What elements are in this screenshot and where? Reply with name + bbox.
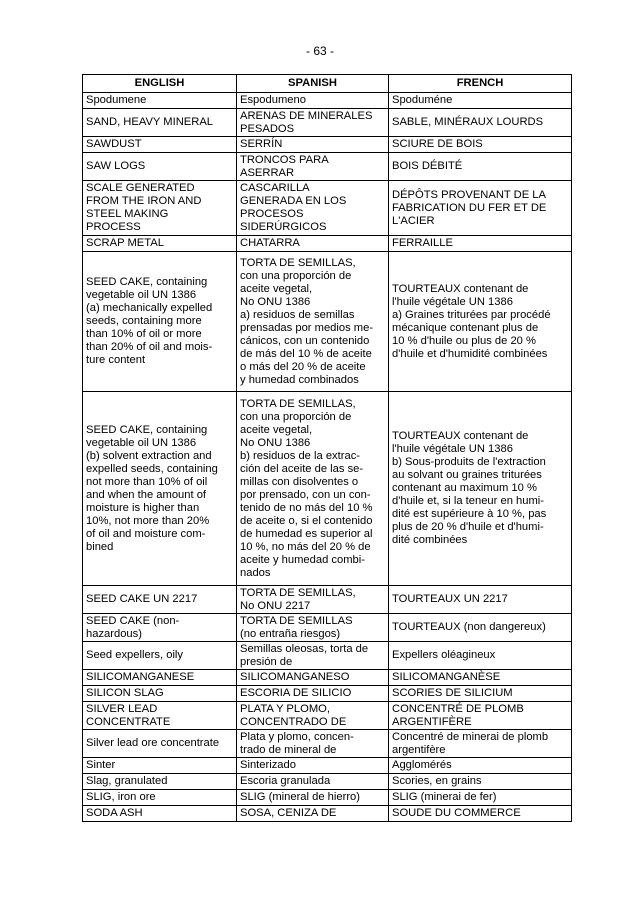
cell-en	[83, 137, 237, 153]
cell-text: Plata y plomo, concen- trado de mineral de	[240, 730, 354, 756]
cell-fr	[389, 236, 572, 252]
cell-es	[237, 806, 389, 822]
table-row	[83, 252, 572, 392]
table-row	[83, 730, 572, 758]
table-row	[83, 181, 572, 236]
cell-text: Sinter	[86, 759, 116, 771]
cell-es	[237, 181, 389, 236]
table-row	[83, 774, 572, 790]
cell-es	[237, 93, 389, 109]
cell-text: SEED CAKE (non- hazardous)	[86, 614, 180, 640]
table-row	[83, 790, 572, 806]
cell-fr	[389, 774, 572, 790]
cell-text: SAWDUST	[86, 138, 142, 150]
cell-text: Slag, granulated	[86, 775, 168, 787]
cell-text: SCALE GENERATED FROM THE IRON AND STEEL MAKING PROCESS	[86, 182, 202, 233]
table-row	[83, 686, 572, 702]
cell-fr	[389, 642, 572, 670]
cell-text: SOSA, CENIZA DE	[240, 807, 337, 819]
cell-text: BOIS DÉBITÉ	[392, 160, 463, 172]
cell-es	[237, 586, 389, 614]
cell-text: SEED CAKE, containing vegetable oil UN 1386 (b) solvent extraction and expelled seeds, containing not more than 10% of oil and when the amount of moisture is higher than 10%, not more than 20% of oil and moisture com- bined	[86, 423, 218, 553]
cell-es	[237, 790, 389, 806]
cell-es	[237, 614, 389, 642]
cell-text: SERRÍN	[240, 138, 283, 150]
cell-en	[83, 642, 237, 670]
cell-en	[83, 181, 237, 236]
table-row	[83, 109, 572, 137]
table-row	[83, 392, 572, 586]
cell-text: Expellers oléagineux	[392, 649, 496, 661]
cell-fr	[389, 670, 572, 686]
table-row	[83, 236, 572, 252]
cell-text: SEED CAKE, containing vegetable oil UN 1386 (a) mechanically expelled seeds, containing more than 10% of oil or more than 20% of oil and mois- ture content	[86, 276, 213, 366]
cell-fr	[389, 806, 572, 822]
cell-text: SABLE, MINÉRAUX LOURDS	[392, 116, 544, 128]
cell-fr	[389, 153, 572, 181]
cell-es	[237, 252, 389, 392]
cell-en	[83, 790, 237, 806]
cell-es	[237, 670, 389, 686]
cell-fr	[389, 252, 572, 392]
cell-text: SAW LOGS	[86, 160, 146, 172]
page-number: - 63 -	[305, 44, 334, 58]
cell-text: SCIURE DE BOIS	[392, 138, 483, 150]
cell-en	[83, 392, 237, 586]
table-row	[83, 153, 572, 181]
table-body	[83, 93, 572, 822]
cell-en	[83, 806, 237, 822]
cell-text: Spodumene	[86, 94, 147, 106]
cell-text: SCRAP METAL	[86, 237, 164, 249]
cell-es	[237, 730, 389, 758]
cell-text: DÉPÔTS PROVENANT DE LA FABRICATION DU FER ET DE L'ACIER	[392, 188, 547, 227]
cell-text: ESCORIA DE SILICIO	[240, 687, 352, 699]
cell-text: Scories, en grains	[392, 775, 482, 787]
cell-en	[83, 730, 237, 758]
table-row	[83, 137, 572, 153]
table-row	[83, 758, 572, 774]
cell-text: TOURTEAUX UN 2217	[392, 593, 508, 605]
cell-text: TOURTEAUX (non dangereux)	[392, 621, 546, 633]
cell-text: SILICON SLAG	[86, 687, 164, 699]
cell-en	[83, 252, 237, 392]
glossary-table	[82, 74, 572, 822]
cell-text: Concentré de minerai de plomb argentifère	[392, 730, 549, 756]
cell-fr	[389, 686, 572, 702]
cell-text: TRONCOS PARA ASERRAR	[240, 153, 329, 179]
table-row	[83, 614, 572, 642]
cell-text: SOUDE DU COMMERCE	[392, 807, 521, 819]
cell-text: Spoduméne	[392, 94, 453, 106]
cell-en	[83, 93, 237, 109]
cell-en	[83, 670, 237, 686]
cell-text: TOURTEAUX contenant de l'huile végétale UN 1386 a) Graines triturées par procédé mécanique contenant plus de 10 % d'huile ou plus de 20 % d'huile et d'humidité combinées	[392, 282, 551, 360]
cell-en	[83, 702, 237, 730]
table-row	[83, 670, 572, 686]
cell-text: ARENAS DE MINERALES PESADOS	[240, 109, 373, 135]
cell-text: Seed expellers, oily	[86, 649, 184, 661]
cell-fr	[389, 181, 572, 236]
cell-text: SODA ASH	[86, 807, 143, 819]
cell-text: TORTA DE SEMILLAS, No ONU 2217	[240, 586, 356, 612]
cell-text: SILICOMANGANÈSE	[392, 671, 501, 683]
cell-es	[237, 774, 389, 790]
cell-text: Silver lead ore concentrate	[86, 737, 220, 749]
cell-text: SLIG (mineral de hierro)	[240, 791, 360, 803]
cell-text: FERRAILLE	[392, 237, 453, 249]
cell-text: Agglomérés	[392, 759, 452, 771]
cell-es	[237, 642, 389, 670]
table-row	[83, 586, 572, 614]
header-english: ENGLISH	[83, 75, 237, 93]
cell-es	[237, 109, 389, 137]
cell-es	[237, 137, 389, 153]
cell-text: CONCENTRÉ DE PLOMB ARGENTIFÈRE	[392, 702, 524, 728]
cell-en	[83, 686, 237, 702]
cell-en	[83, 774, 237, 790]
cell-fr	[389, 392, 572, 586]
cell-text: Espodumeno	[240, 94, 306, 106]
cell-text: TORTA DE SEMILLAS, con una proporción de aceite vegetal, No ONU 1386 b) residuos de la extrac- ción del aceite de las se- millas con disolventes o por prensado, con un con- tenido de no más del 10 % de aceite o, si el contenido de humedad es superior al 10 %, no más del 20 % de aceite y humedad combi- nados	[240, 397, 373, 579]
cell-text: SILVER LEAD CONCENTRATE	[86, 702, 171, 728]
cell-text: Sinterizado	[240, 759, 296, 771]
cell-text: TORTA DE SEMILLAS (no entraña riesgos)	[240, 614, 353, 640]
cell-text: SLIG (minerai de fer)	[392, 791, 497, 803]
cell-text: TORTA DE SEMILLAS, con una proporción de aceite vegetal, No ONU 1386 a) residuos de semillas prensadas por medios me- cánicos, con un contenido de más del 10 % de aceite o más del 20 % de aceite y humedad combinados	[240, 256, 374, 386]
table-row	[83, 806, 572, 822]
cell-fr	[389, 614, 572, 642]
cell-fr	[389, 702, 572, 730]
cell-text: SLIG, iron ore	[86, 791, 156, 803]
cell-text: SAND, HEAVY MINERAL	[86, 116, 214, 128]
cell-fr	[389, 137, 572, 153]
cell-fr	[389, 758, 572, 774]
cell-text: PLATA Y PLOMO, CONCENTRADO DE	[240, 702, 347, 728]
cell-fr	[389, 93, 572, 109]
cell-text: TOURTEAUX contenant de l'huile végétale UN 1386 b) Sous-produits de l'extraction au solvant ou graines triturées contenant au maximum 10 % d'huile et, si la teneur en humi- dité est supérieure à 10 %, pas plus de 20 % d'huile et d'humi- dité combinées	[392, 430, 547, 546]
header-spanish: SPANISH	[237, 75, 389, 93]
cell-fr	[389, 586, 572, 614]
cell-fr	[389, 790, 572, 806]
cell-text: SCORIES DE SILICIUM	[392, 687, 513, 699]
cell-es	[237, 153, 389, 181]
cell-text: Escoria granulada	[240, 775, 331, 787]
cell-text: CASCARILLA GENERADA EN LOS PROCESOS SIDERÚRGICOS	[240, 182, 347, 233]
cell-text: CHATARRA	[240, 237, 300, 249]
cell-es	[237, 236, 389, 252]
cell-es	[237, 686, 389, 702]
cell-es	[237, 758, 389, 774]
table-row	[83, 642, 572, 670]
table-row	[83, 702, 572, 730]
header-french: FRENCH	[389, 75, 572, 93]
cell-en	[83, 758, 237, 774]
cell-en	[83, 614, 237, 642]
cell-text: SILICOMANGANESO	[240, 671, 350, 683]
cell-text: Semillas oleosas, torta de presión de	[240, 642, 369, 668]
cell-es	[237, 392, 389, 586]
cell-es	[237, 702, 389, 730]
cell-en	[83, 236, 237, 252]
cell-en	[83, 586, 237, 614]
cell-text: SEED CAKE UN 2217	[86, 593, 198, 605]
table-header-row	[83, 75, 572, 93]
cell-en	[83, 153, 237, 181]
table-row	[83, 93, 572, 109]
cell-fr	[389, 109, 572, 137]
cell-fr	[389, 730, 572, 758]
cell-en	[83, 109, 237, 137]
cell-text: SILICOMANGANESE	[86, 671, 195, 683]
